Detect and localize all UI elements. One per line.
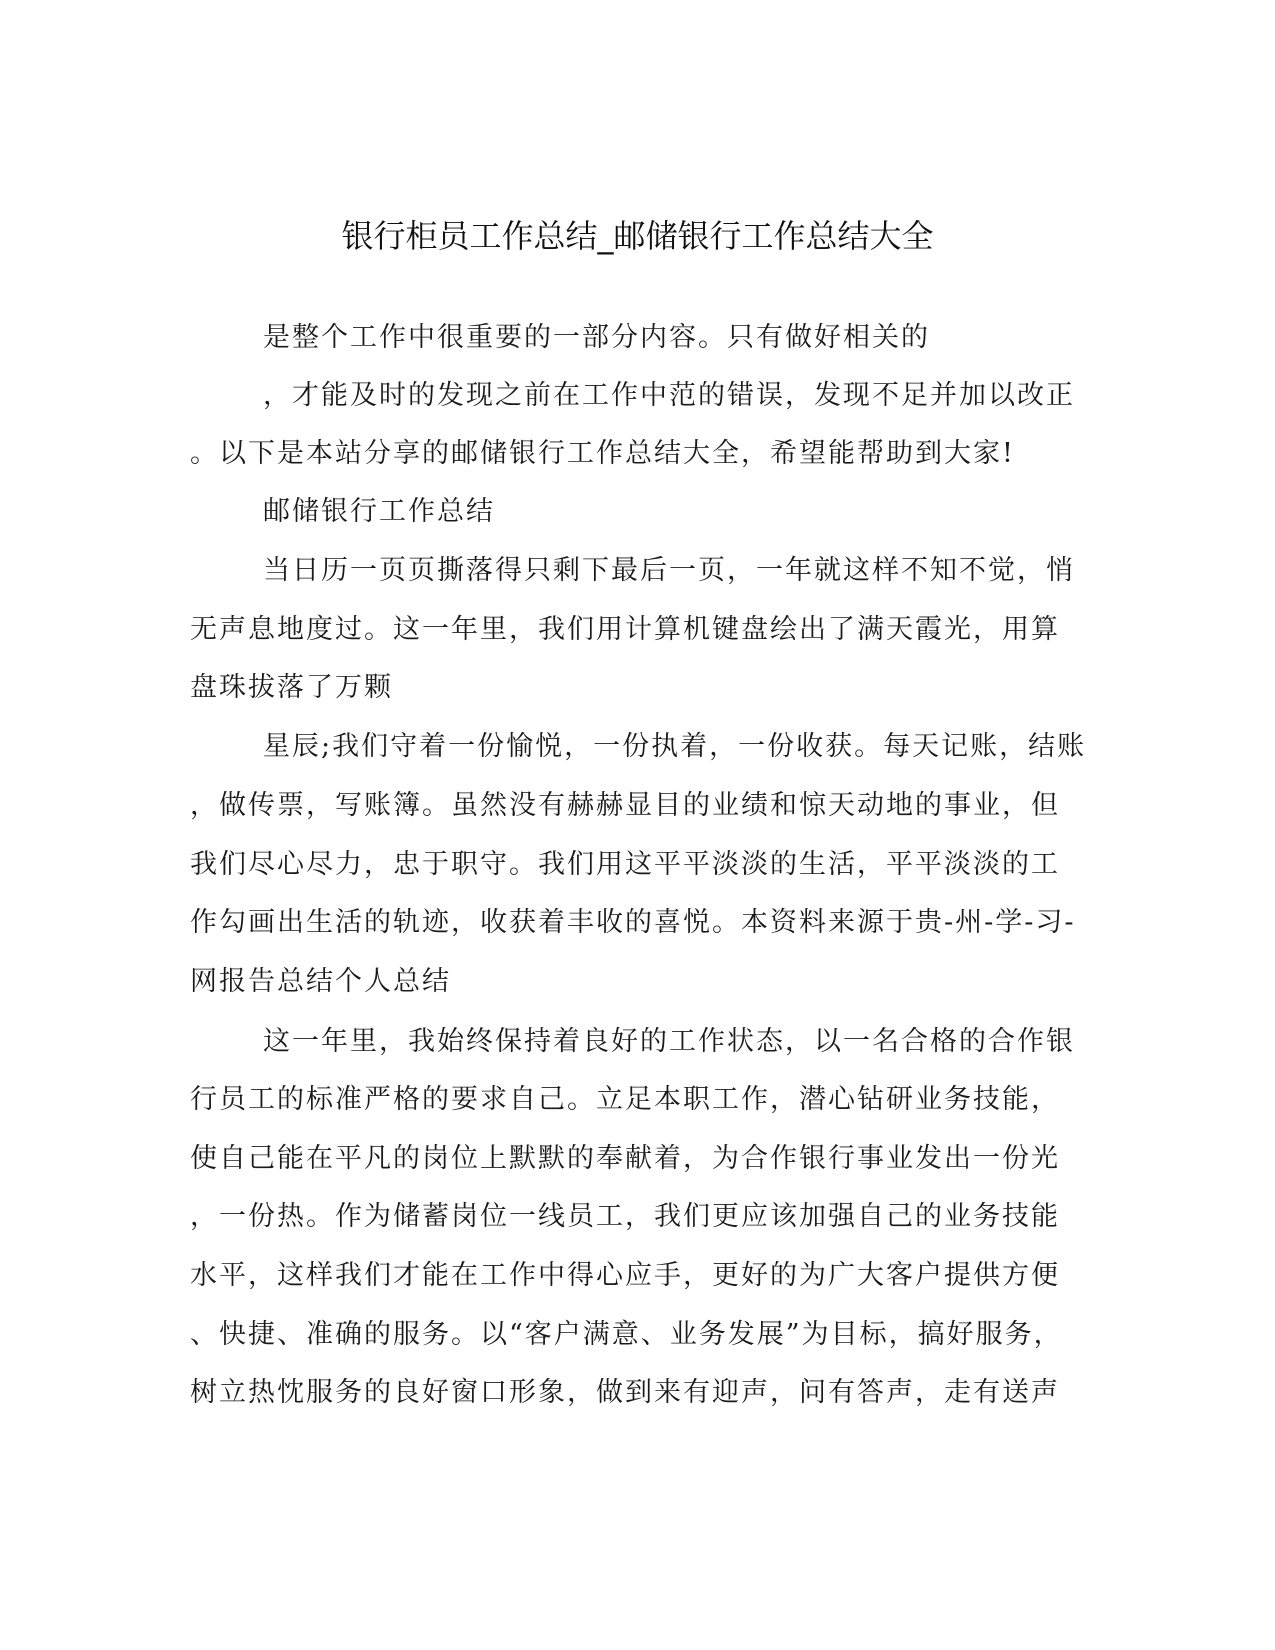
paragraph-line: 树立热忱服务的良好窗口形象，做到来有迎声，问有答声，走有送声 (190, 1377, 1060, 1408)
paragraph-line-intro-3: 。以下是本站分享的邮储银行工作总结大全，希望能帮助到大家! (190, 438, 1015, 469)
paragraph-line: ，一份热。作为储蓄岗位一线员工，我们更应该加强自己的业务技能 (190, 1201, 1060, 1232)
paragraph-line: 我们尽心尽力，忠于职守。我们用这平平淡淡的生活，平平淡淡的工 (190, 849, 1060, 880)
paragraph-line: 这一年里，我始终保持着良好的工作状态，以一名合格的合作银 (263, 1026, 1075, 1057)
section-heading: 邮储银行工作总结 (263, 496, 495, 527)
paragraph-line: 盘珠拔落了万颗 (190, 672, 393, 703)
document-title: 银行柜员工作总结_邮储银行工作总结大全 (341, 217, 934, 255)
paragraph-line: 使自己能在平凡的岗位上默默的奉献着，为合作银行事业发出一份光 (190, 1143, 1060, 1174)
paragraph-line: 当日历一页页撕落得只剩下最后一页，一年就这样不知不觉，悄 (263, 555, 1075, 586)
paragraph-line: 行员工的标准严格的要求自己。立足本职工作，潜心钻研业务技能， (190, 1084, 1060, 1115)
paragraph-line: ，做传票，写账簿。虽然没有赫赫显目的业绩和惊天动地的事业，但 (190, 790, 1060, 821)
paragraph-line: 水平，这样我们才能在工作中得心应手，更好的为广大客户提供方便 (190, 1260, 1060, 1291)
paragraph-line-intro-2: ，才能及时的发现之前在工作中范的错误，发现不足并加以改正 (263, 380, 1075, 411)
paragraph-line-intro-1: 是整个工作中很重要的一部分内容。只有做好相关的 (263, 322, 930, 353)
paragraph-line: 无声息地度过。这一年里，我们用计算机键盘绘出了满天霞光，用算 (190, 614, 1060, 645)
paragraph-line: 星辰;我们守着一份愉悦，一份执着，一份收获。每天记账，结账 (263, 731, 1087, 762)
paragraph-line: 网报告总结个人总结 (190, 966, 451, 997)
paragraph-line: 、快捷、准确的服务。以“客户满意、业务发展”为目标，搞好服务， (190, 1319, 1063, 1350)
paragraph-line: 作勾画出生活的轨迹，收获着丰收的喜悦。本资料来源于贵-州-学-习- (190, 907, 1076, 938)
